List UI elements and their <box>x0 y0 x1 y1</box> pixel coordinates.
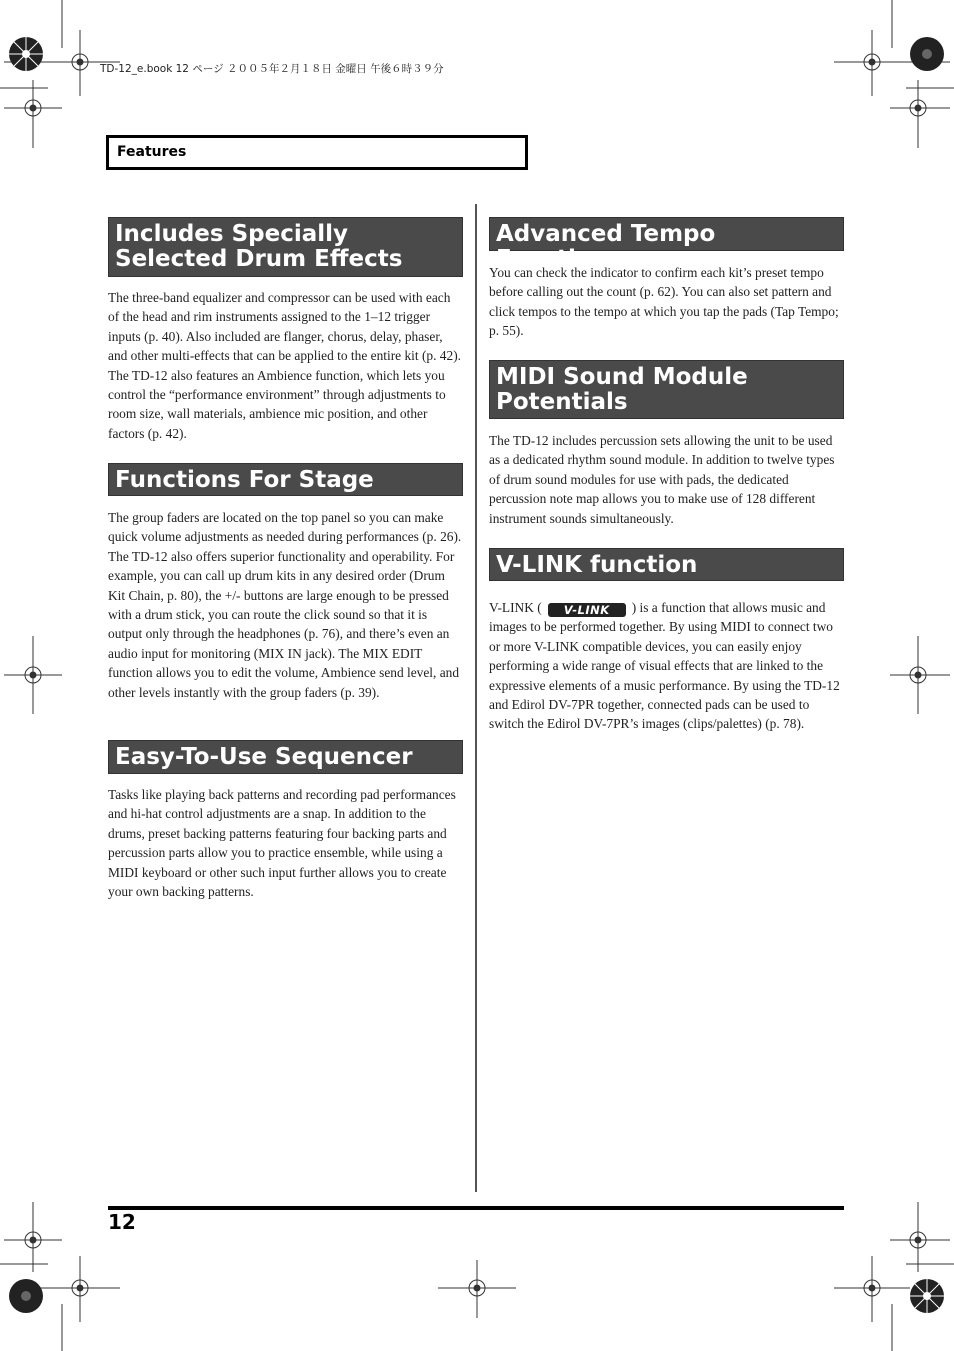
heading-sequencer: Easy-To-Use Sequencer <box>108 740 463 774</box>
starburst-mark-icon <box>9 1279 43 1313</box>
section-tab <box>106 135 528 170</box>
page-number: 12 <box>108 1210 136 1234</box>
footer-rule <box>108 1206 844 1210</box>
column-divider <box>475 204 477 1192</box>
vlink-logo-icon: V-LINK <box>548 603 626 617</box>
vlink-text-suffix: ) is a function that allows music and images to be performed together. By using MIDI to connect two or more V-LINK compatible devices, you can easily enjoy performing a wide range of visual effects that are linked to the expressive elements of a music performance. By using the TD-12 and Edirol DV-7PR together, connected pads can be used to switch the Edirol DV-7PR’s images (clips/palettes) (p. 78). <box>489 600 840 732</box>
paragraph-tempo-functions: You can check the indicator to confirm each kit’s preset tempo before calling out the count (p. 62). You can also set pattern and click tempos to the tempo at which you tap the pads (Tap Tempo; p. 55). <box>489 265 839 339</box>
paragraph-drum-effects: The three-band equalizer and compressor can be used with each of the head and rim instruments assigned to the 1–12 trigger inputs (p. 40). Also included are flanger, chorus, delay, phaser, and other multi-effects that can be applied to the entire kit (p. 42). The TD-12 also features an Ambience function, which lets you control the “performance environment” through adjustments to room size, wall materials, ambience mic position, and other factors (p. 42). <box>108 290 461 441</box>
paragraph-vlink <box>489 598 844 734</box>
starburst-mark-icon <box>910 37 944 71</box>
paragraph-midi-sound-module: The TD-12 includes percussion sets allowing the unit to be used as a dedicated rhythm sound module. In addition to twelve types of drum sound modules for use with pads, the dedicated percussion note map allows you to make use of 128 different instrument sounds simultaneously. <box>489 433 835 526</box>
print-header: TD-12_e.book 12 ページ ２００５年２月１８日 金曜日 午後６時３９分 <box>100 63 444 75</box>
paragraph-functions-for-stage: The group faders are located on the top panel so you can make quick volume adjustments as needed during performances (p. 26). The TD-12 also offers superior functionality and operability. For example, you can call up drum kits in any desired order (Drum Kit Chain, p. 80), the +/- buttons are large enough to be pressed with a drum stick, you can route the click sound so that it is output only through the headphones (p. 76), and there’s even an audio input for monitoring (MIX IN jack). The MIX EDIT function allows you to edit the volume, Ambience send level, and other levels instantly with the group faders (p. 39). <box>108 510 462 700</box>
paragraph-sequencer: Tasks like playing back patterns and recording pad performances and hi-hat control adjustments are a snap. In addition to the drums, preset backing patterns featuring four backing parts and percussion parts allow you to practice ensemble, while using a MIDI keyboard or other such input further allows you to create your own backing patterns. <box>108 787 456 900</box>
heading-functions-for-stage: Functions For Stage <box>108 463 463 496</box>
heading-drum-effects: Includes Specially Selected Drum Effects <box>108 217 463 277</box>
vlink-text-prefix: V-LINK ( <box>489 600 542 615</box>
section-tab-label: Features <box>117 144 187 160</box>
heading-tempo-functions: Advanced Tempo Functions <box>489 217 844 251</box>
heading-midi-sound-module: MIDI Sound Module Potentials <box>489 360 844 419</box>
heading-vlink: V-LINK function <box>489 548 844 581</box>
